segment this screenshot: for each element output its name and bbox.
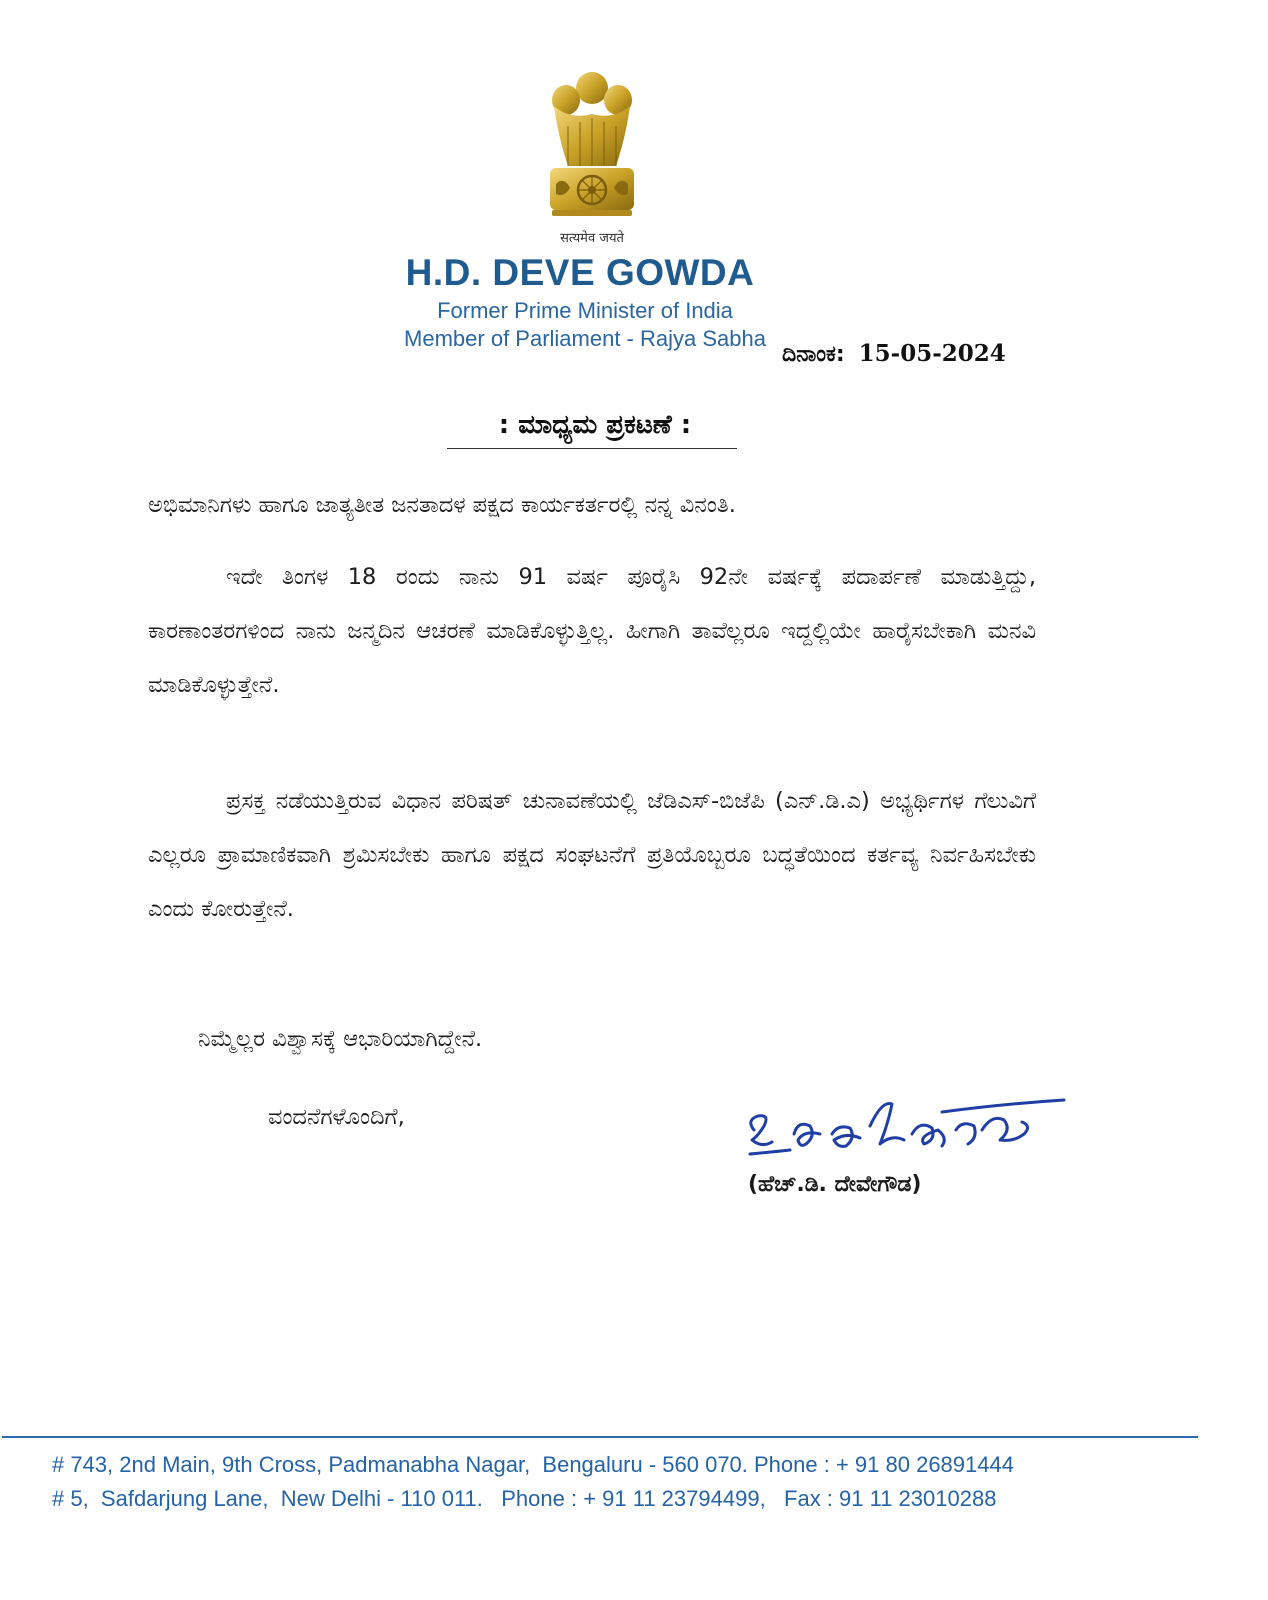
date-value: 15-05-2024 — [858, 340, 1006, 367]
footer-divider — [2, 1436, 1198, 1438]
body-paragraph-3: ನಿಮ್ಮೆಲ್ಲರ ವಿಶ್ವಾಸಕ್ಕೆ ಆಭಾರಿಯಾಗಿದ್ದೇನೆ. — [198, 1026, 483, 1052]
date-line — [782, 340, 1006, 367]
handwritten-signature — [742, 1090, 1072, 1180]
emblem-motto: सत्यमेव जयते — [560, 231, 624, 246]
letterhead-title-line1: Former Prime Minister of India — [437, 298, 733, 323]
closing-salutation: ವಂದನೆಗಳೊಂದಿಗೆ, — [268, 1104, 405, 1130]
heading-underline — [447, 448, 737, 449]
footer-address-delhi: # 5, Safdarjung Lane, New Delhi - 110 011. Phone : + 91 11 23794499, Fax : 91 11 23010288 — [52, 1486, 997, 1511]
body-paragraph-2: ಪ್ರಸಕ್ತ ನಡೆಯುತ್ತಿರುವ ವಿಧಾನ ಪರಿಷತ್ ಚುನಾವಣೆಯಲ್ಲಿ ಜೆಡಿಎಸ್-ಬಿಜೆಪಿ (ಎನ್.ಡಿ.ಎ) ಅಭ್ಯರ್ಥಿಗಳ ಗೆಲುವಿಗೆ ಎಲ್ಲರೂ ಪ್ರಾಮಾಣಿಕವಾಗಿ ಶ್ರಮಿಸಬೇಕು ಹಾಗೂ ಪಕ್ಷದ ಸಂಘಟನೆಗೆ ಪ್ರತಿಯೊಬ್ಬರೂ ಬದ್ಧತೆಯಿಂದ ಕರ್ತವ್ಯ ನಿರ್ವಹಿಸಬೇಕು ಎಂದು ಕೋರುತ್ತೇನೆ. — [148, 788, 1036, 922]
press-release-heading: : ಮಾಧ್ಯಮ ಪ್ರಕಟಣೆ : — [498, 410, 692, 440]
intro-paragraph: ಅಭಿಮಾನಿಗಳು ಹಾಗೂ ಜಾತ್ಯತೀತ ಜನತಾದಳ ಪಕ್ಷದ ಕಾರ್ಯಕರ್ತರಲ್ಲಿ ನನ್ನ ವಿನಂತಿ. — [148, 492, 736, 518]
signatory-name: (ಹೆಚ್.ಡಿ. ದೇವೇಗೌಡ) — [748, 1172, 922, 1197]
date-label: ದಿನಾಂಕ: — [782, 342, 845, 367]
body-paragraph-1: ಇದೇ ತಿಂಗಳ 18 ರಂದು ನಾನು 91 ವರ್ಷ ಪೂರೈಸಿ 92ನೇ ವರ್ಷಕ್ಕೆ ಪದಾರ್ಪಣೆ ಮಾಡುತ್ತಿದ್ದು, ಕಾರಣಾಂತರಗಳಿಂದ ನಾನು ಜನ್ಮದಿನ ಆಚರಣೆ ಮಾಡಿಕೊಳ್ಳುತ್ತಿಲ್ಲ. ಹೀಗಾಗಿ ತಾವೆಲ್ಲರೂ ಇದ್ದಲ್ಲಿಯೇ ಹಾರೈಸಬೇಕಾಗಿ ಮನವಿ ಮಾಡಿಕೊಳ್ಳುತ್ತೇನೆ. — [148, 564, 1036, 698]
letterhead-title-line2: Member of Parliament - Rajya Sabha — [404, 326, 766, 351]
state-emblem-icon — [538, 66, 646, 256]
letterhead-name: H.D. DEVE GOWDA — [405, 252, 755, 293]
footer-address-bengaluru: # 743, 2nd Main, 9th Cross, Padmanabha Nagar, Bengaluru - 560 070. Phone : + 91 80 26891444 — [52, 1452, 1014, 1477]
